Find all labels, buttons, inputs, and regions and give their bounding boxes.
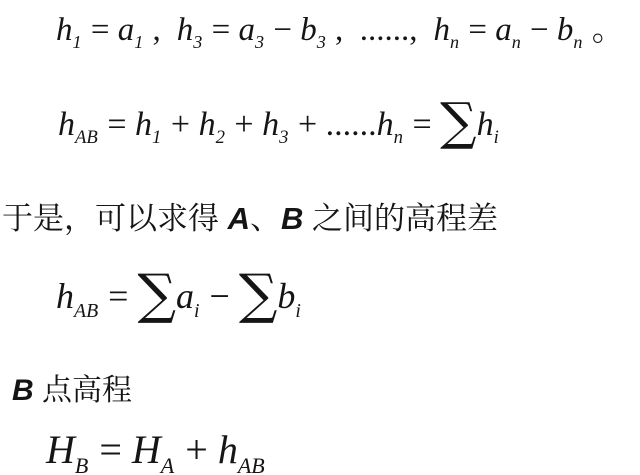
math-operator: =: [460, 12, 496, 48]
math-subscript: 1: [152, 127, 162, 149]
sigma-icon: ∑: [238, 262, 278, 326]
math-variable: h: [262, 106, 280, 143]
math-subscript: 3: [193, 32, 203, 53]
math-subscript: AB: [237, 452, 265, 475]
cjk-text: 于是，可以求得: [2, 201, 228, 236]
math-variable: b: [277, 276, 296, 316]
math-variable: a: [176, 276, 195, 316]
math-operator: =: [403, 106, 441, 143]
math-variable: h: [476, 106, 494, 143]
math-operator: =: [99, 276, 138, 316]
math-subscript: AB: [75, 127, 98, 149]
math-operator: +: [225, 106, 263, 143]
math-operator: , ......,: [326, 12, 418, 48]
math-subscript: 3: [254, 32, 265, 53]
math-variable: b: [556, 12, 574, 48]
math-variable: h: [433, 12, 451, 48]
text-line-height-difference-intro: [2, 202, 498, 237]
math-operator: =: [203, 12, 239, 48]
math-variable: h: [135, 106, 153, 143]
math-subscript: AB: [74, 299, 99, 322]
math-variable: H: [46, 427, 75, 472]
math-operator: =: [98, 106, 136, 143]
cjk-text: 之间的高程差: [303, 201, 499, 236]
math-subscript: 1: [134, 32, 144, 53]
math-subscript: i: [493, 127, 499, 149]
math-variable: a: [495, 12, 512, 48]
math-operator: −: [521, 12, 557, 48]
math-subscript: 3: [316, 32, 326, 53]
math-subscript: 2: [215, 127, 225, 149]
math-operator: =: [82, 12, 118, 48]
point-label: A: [227, 201, 251, 236]
math-variable: h: [176, 12, 194, 48]
cjk-text: 、: [250, 201, 282, 236]
sigma-icon: ∑: [137, 262, 177, 326]
math-subscript: 1: [72, 32, 82, 53]
math-variable: h: [198, 106, 216, 143]
math-variable: h: [217, 427, 238, 472]
text-line-point-b-elevation: [12, 374, 132, 408]
math-operator: 。: [583, 12, 625, 48]
math-operator: + ......: [289, 106, 377, 143]
math-operator: −: [200, 276, 239, 316]
math-subscript: n: [511, 32, 521, 53]
point-label: B: [12, 374, 34, 407]
math-variable: H: [131, 427, 161, 472]
point-label: B: [281, 201, 304, 236]
math-operator: +: [162, 106, 199, 143]
formula-line-hab-sum: [56, 262, 302, 326]
math-subscript: n: [573, 32, 583, 53]
math-operator: −: [265, 12, 301, 48]
math-variable: h: [56, 12, 73, 48]
math-subscript: n: [450, 32, 460, 53]
math-subscript: A: [160, 452, 175, 475]
math-variable: h: [58, 106, 75, 143]
math-variable: h: [376, 106, 394, 143]
math-subscript: i: [295, 299, 301, 322]
math-variable: a: [238, 12, 255, 48]
math-subscript: n: [393, 127, 403, 149]
math-variable: a: [117, 12, 135, 48]
cjk-text: 点高程: [33, 374, 133, 407]
formula-line-individual-heights: [56, 12, 625, 53]
math-operator: ,: [144, 12, 161, 48]
math-operator: +: [175, 427, 218, 472]
math-operator: =: [89, 427, 132, 472]
formula-line-hb: [46, 428, 266, 473]
math-variable: h: [56, 276, 74, 316]
math-subscript: 3: [279, 127, 289, 149]
math-subscript: i: [194, 299, 200, 322]
formula-line-sum-heights: [58, 93, 500, 153]
sigma-icon: ∑: [440, 93, 477, 153]
math-variable: b: [300, 12, 317, 48]
math-subscript: B: [74, 452, 89, 475]
